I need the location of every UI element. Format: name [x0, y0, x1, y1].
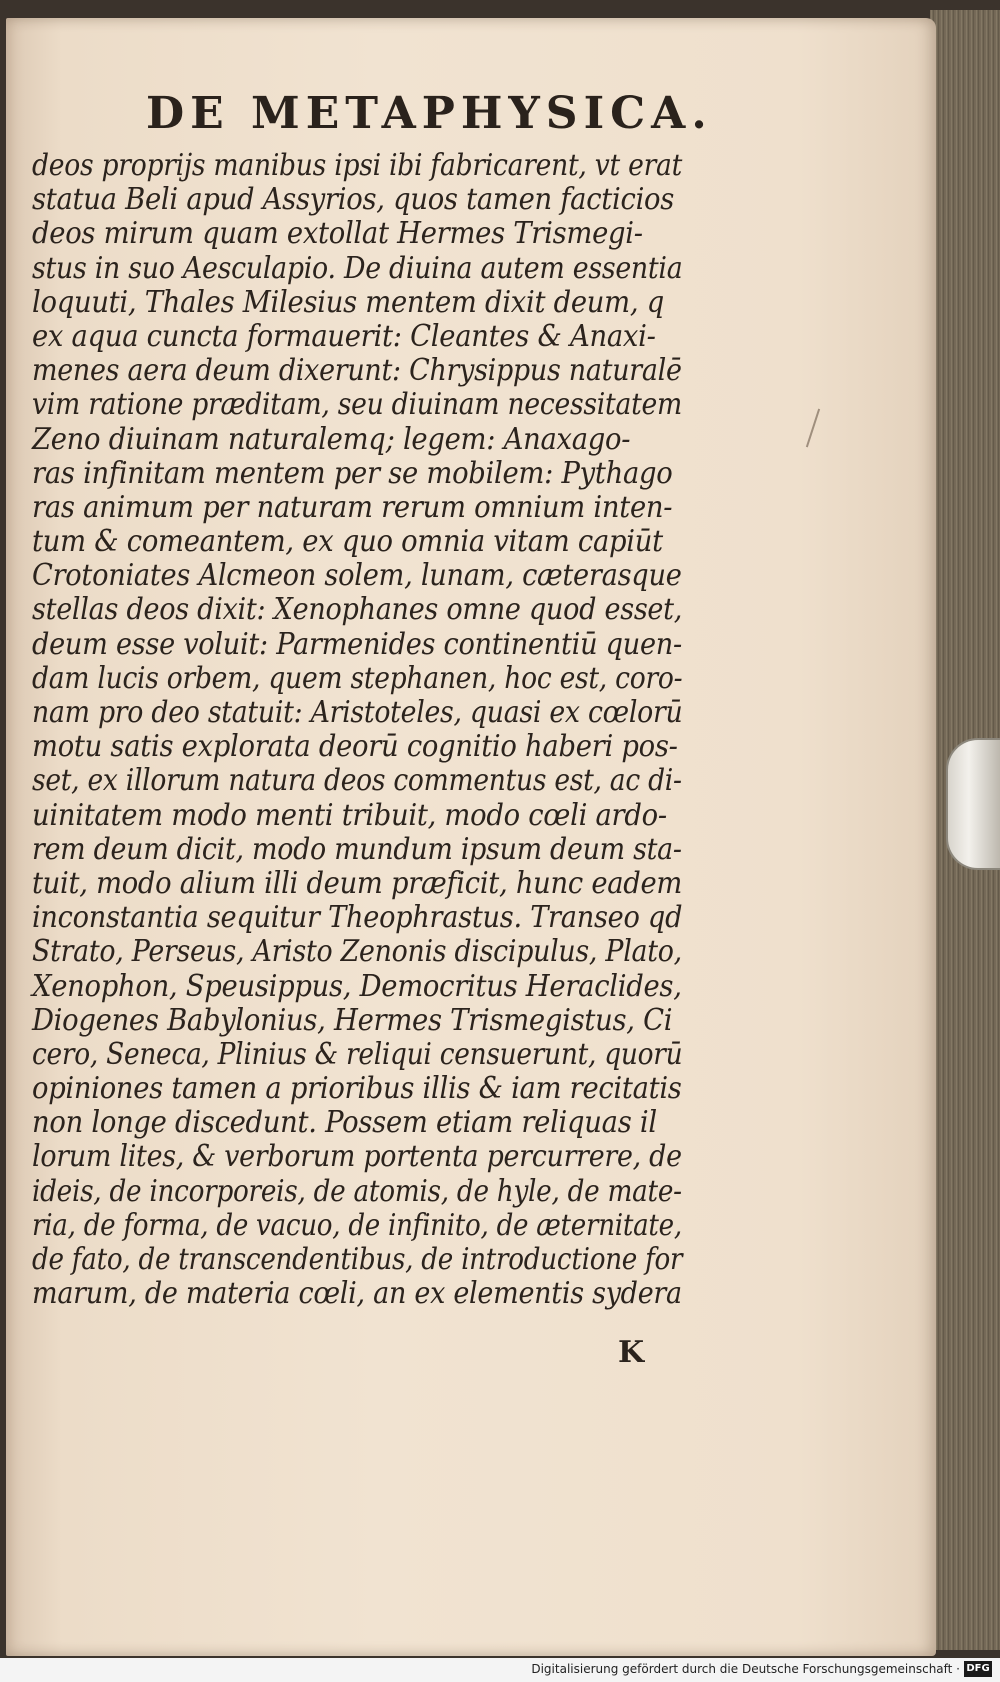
text-line: stellas deos dixit: Xenophanes omne quod esset, — [32, 592, 683, 627]
text-line: uinitatem modo menti tribuit, modo cœli ardo- — [32, 797, 667, 832]
text-line: cero, Seneca, Plinius & reliqui censuerunt, quorū — [32, 1036, 683, 1071]
text-line: tum & comeantem, ex quo omnia vitam capiūt — [32, 524, 663, 559]
text-line: Zeno diuinam naturalemq; legem: Anaxago- — [32, 421, 631, 456]
signature-mark: K — [618, 1335, 645, 1370]
text-block — [32, 148, 732, 1310]
dfg-logo-icon: DFG — [964, 1661, 992, 1677]
text-line: deum esse voluit: Parmenides continentiū quen- — [32, 626, 682, 661]
text-line: stus in suo Aesculapio. De diuina autem essentia — [32, 250, 683, 285]
text-line: motu satis explorata deorū cognitio haberi pos- — [32, 729, 678, 764]
text-line: statua Beli apud Assyrios, quos tamen facticios — [32, 182, 675, 217]
text-line: vim ratione præditam, seu diuinam necessitatem — [32, 387, 682, 422]
footer-credit: Digitalisierung gefördert durch die Deutsche Forschungsgemeinschaft · — [531, 1662, 960, 1676]
text-line: Diogenes Babylonius, Hermes Trismegistus, Ci — [32, 1002, 673, 1037]
text-line: Crotoniates Alcmeon solem, lunam, cæterasque — [32, 558, 682, 593]
text-line: ras animum per naturam rerum omnium inten- — [32, 489, 673, 524]
text-line: ideis, de incorporeis, de atomis, de hyle, de mate- — [32, 1173, 682, 1208]
text-line: non longe discedunt. Possem etiam reliquas il — [32, 1105, 657, 1140]
text-line: dam lucis orbem, quem stephanen, hoc est, coro- — [32, 660, 683, 695]
text-line: menes aera deum dixerunt: Chrysippus naturalē — [32, 353, 682, 388]
text-line: rem deum dicit, modo mundum ipsum deum sta- — [32, 831, 682, 866]
text-line: Strato, Perseus, Aristo Zenonis discipulus, Plato, — [32, 934, 682, 969]
text-line: ras infinitam mentem per se mobilem: Pythago — [32, 455, 673, 490]
text-line: tuit, modo alium illi deum præficit, hunc eadem — [32, 865, 683, 900]
text-line: deos proprijs manibus ipsi ibi fabricarent, vt erat — [32, 148, 683, 182]
text-line: Xenophon, Speusippus, Democritus Heraclides, — [32, 968, 682, 1003]
text-line: inconstantia sequitur Theophrastus. Transeo qd — [32, 900, 683, 935]
text-line: opiniones tamen a prioribus illis & iam recitatis — [32, 1071, 682, 1106]
text-line: set, ex illorum natura deos commentus est, ac di- — [32, 763, 682, 798]
text-line: lorum lites, & verborum portenta percurrere, de — [32, 1139, 682, 1174]
text-line: ex aqua cuncta formauerit: Cleantes & Anaxi- — [32, 318, 656, 353]
text-line: marum, de materia cœli, an ex elementis sydera — [32, 1276, 682, 1311]
text-line: nam pro deo statuit: Aristoteles, quasi ex cœlorū — [32, 695, 683, 729]
text-line: ria, de forma, de vacuo, de infinito, de æternitate, — [32, 1207, 682, 1242]
running-title: DE METAPHYSICA. — [146, 88, 713, 139]
text-line: de fato, de transcendentibus, de introductione for — [32, 1242, 683, 1276]
text-line: loquuti, Thales Milesius mentem dixit deum, q — [32, 284, 664, 319]
text-line: deos mirum quam extollat Hermes Trismegi- — [32, 216, 643, 251]
book-clasp — [946, 738, 1000, 870]
